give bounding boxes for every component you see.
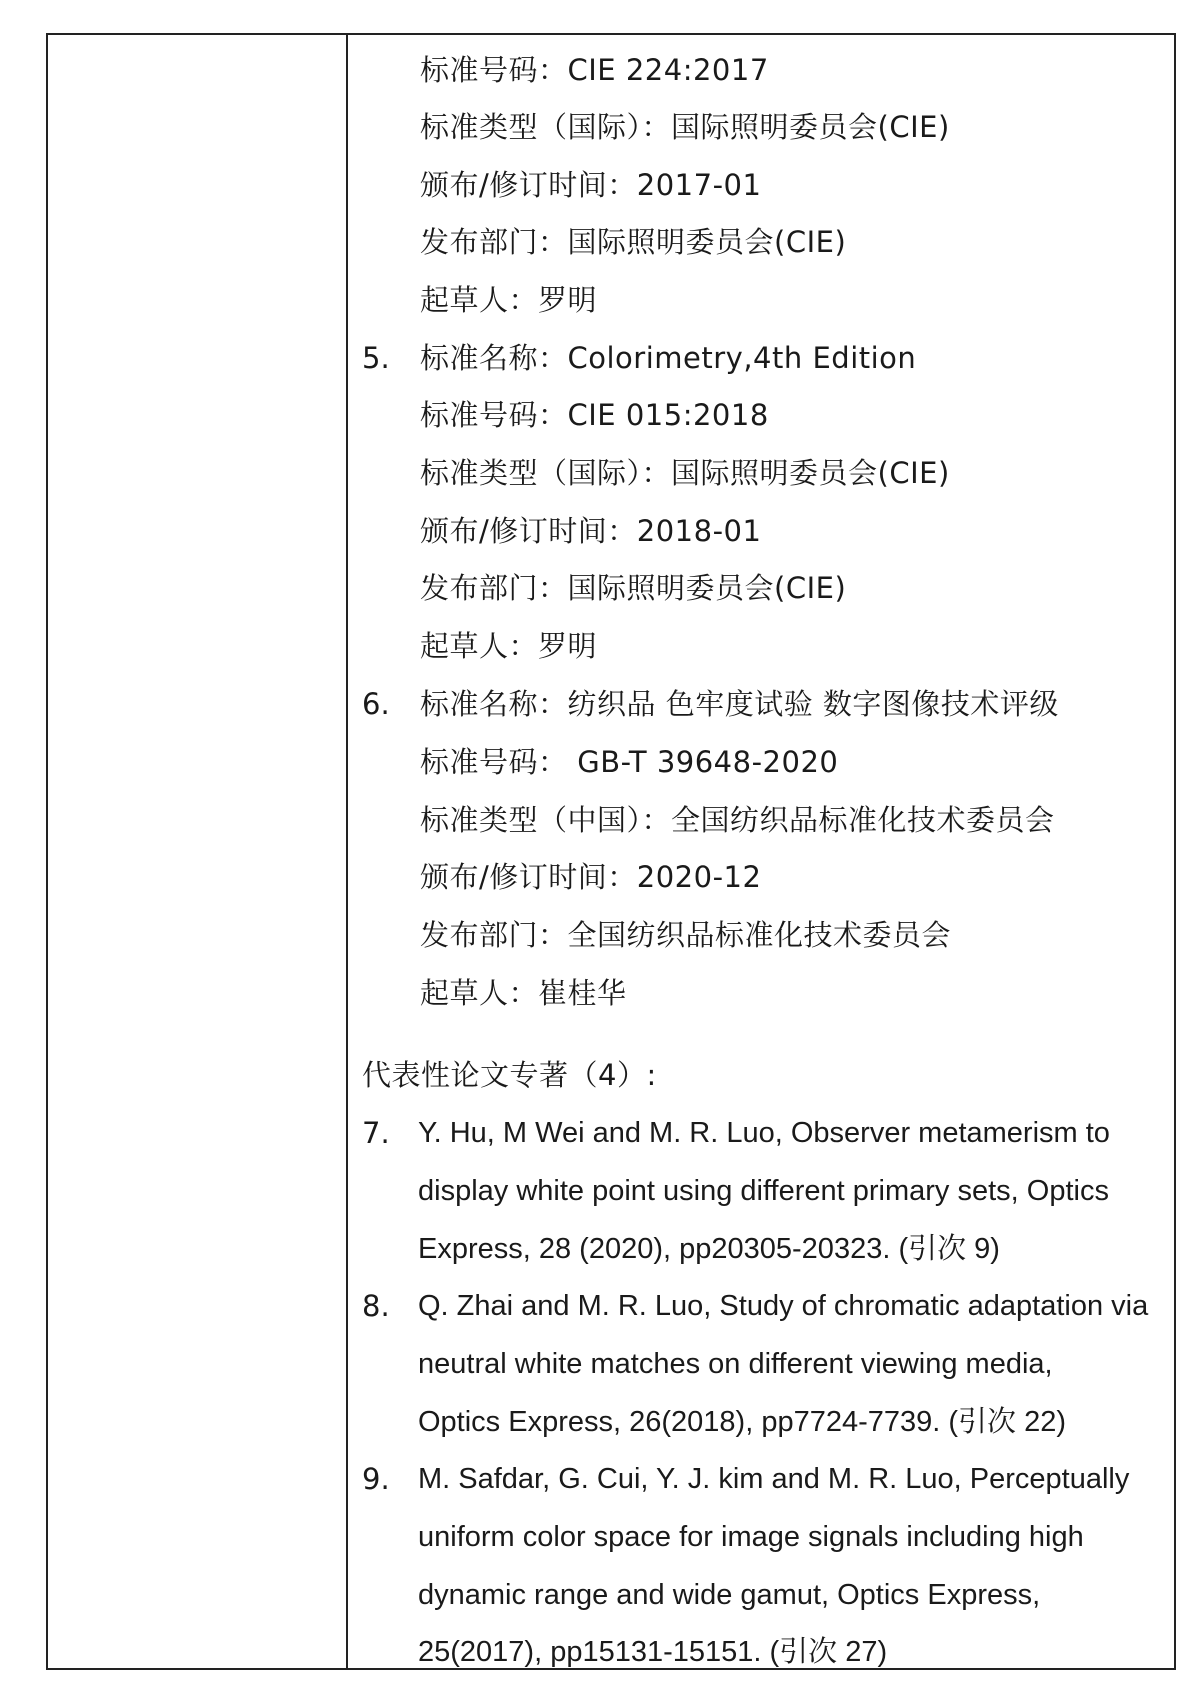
paper-citation-line: neutral white matches on different viewing media, — [418, 1348, 1053, 1380]
standard-type: 标准类型（国际）：国际照明委员会(CIE) — [420, 110, 950, 144]
standard-drafter: 起草人：崔桂华 — [420, 976, 627, 1010]
paper-citation-line: dynamic range and wide gamut, Optics Express, — [418, 1579, 1041, 1611]
papers-heading: 代表性论文专著（4）: — [362, 1058, 657, 1092]
standard-name: 标准名称：纺织品 色牢度试验 数字图像技术评级 — [420, 687, 1059, 721]
paper-citation-line: display white point using different primary sets, Optics — [418, 1175, 1109, 1207]
standard-code: 标准号码：CIE 224:2017 — [420, 53, 769, 87]
list-number: 6. — [362, 687, 390, 721]
paper-citation-line: Express, 28 (2020), pp20305-20323. (引次 9) — [418, 1233, 1000, 1265]
standard-date: 颁布/修订时间：2018-01 — [420, 514, 762, 548]
standard-type: 标准类型（国际）：国际照明委员会(CIE) — [420, 456, 950, 490]
list-number: 5. — [362, 341, 390, 375]
list-number: 9. — [362, 1462, 390, 1496]
list-number: 7. — [362, 1116, 390, 1150]
standard-code: 标准号码：CIE 015:2018 — [420, 398, 769, 432]
paper-citation-line: M. Safdar, G. Cui, Y. J. kim and M. R. Luo, Perceptually — [418, 1463, 1130, 1495]
standard-type: 标准类型（中国）：全国纺织品标准化技术委员会 — [420, 803, 1055, 837]
paper-citation-line: Y. Hu, M Wei and M. R. Luo, Observer metamerism to — [418, 1117, 1110, 1149]
paper-citation-line: Q. Zhai and M. R. Luo, Study of chromatic adaptation via — [418, 1290, 1149, 1322]
standard-date: 颁布/修订时间：2017-01 — [420, 168, 762, 202]
list-number: 8. — [362, 1289, 390, 1323]
paper-citation-line: 25(2017), pp15131-15151. (引次 27) — [418, 1636, 888, 1668]
standard-issuer: 发布部门：国际照明委员会(CIE) — [420, 571, 847, 605]
column-divider — [346, 33, 348, 1670]
paper-citation-line: uniform color space for image signals including high — [418, 1521, 1084, 1553]
standard-drafter: 起草人：罗明 — [420, 283, 598, 317]
standard-issuer: 发布部门：国际照明委员会(CIE) — [420, 225, 847, 259]
paper-citation-line: Optics Express, 26(2018), pp7724-7739. (引次 22) — [418, 1406, 1066, 1438]
standard-drafter: 起草人：罗明 — [420, 629, 598, 663]
standard-code: 标准号码： GB-T 39648-2020 — [420, 745, 839, 779]
standard-name: 标准名称：Colorimetry,4th Edition — [420, 341, 917, 375]
standard-issuer: 发布部门：全国纺织品标准化技术委员会 — [420, 918, 952, 952]
standard-date: 颁布/修订时间：2020-12 — [420, 860, 762, 894]
